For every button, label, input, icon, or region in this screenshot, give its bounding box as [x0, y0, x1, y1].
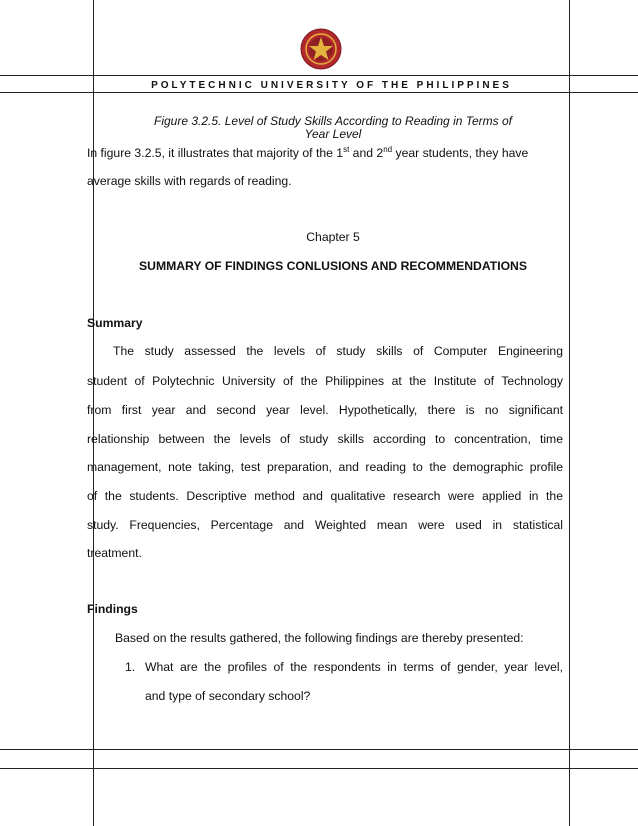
chapter-number: Chapter 5 — [306, 230, 360, 244]
frame-bottom-line — [0, 768, 638, 769]
summary-line: treatment. — [87, 546, 142, 560]
chapter-title: SUMMARY OF FINDINGS CONLUSIONS AND RECOMMENDATIONS — [139, 259, 527, 273]
university-seal-icon — [300, 28, 342, 70]
intro-part1: In figure 3.2.5, it illustrates that majority of the 1 — [87, 146, 344, 160]
frame-header-line — [0, 92, 638, 93]
summary-line: student of Polytechnic University of the Philippines at the Institute of Technology — [87, 374, 563, 388]
intro-line2: average skills with regards of reading. — [87, 174, 292, 188]
finding-item-number: 1. — [125, 660, 136, 674]
intro-part3: year students, they have — [392, 146, 529, 160]
university-name: POLYTECHNIC UNIVERSITY OF THE PHILIPPINES — [151, 80, 512, 91]
intro-line1 — [87, 146, 563, 160]
figure-caption-line1: Figure 3.2.5. Level of Study Skills According to Reading in Terms of — [154, 114, 512, 128]
intro-sup1: st — [343, 144, 350, 154]
figure-caption-line2: Year Level — [304, 127, 362, 141]
summary-line: management, note taking, test preparation, and reading to the demographic profile — [87, 460, 563, 474]
summary-line: relationship between the levels of study skills according to concentration, time — [87, 432, 563, 446]
findings-heading: Findings — [87, 602, 138, 616]
summary-line: of the students. Descriptive method and qualitative research were applied in the — [87, 489, 563, 503]
intro-sup2: nd — [383, 144, 393, 154]
summary-heading: Summary — [87, 316, 143, 330]
summary-line: The study assessed the levels of study skills of Computer Engineering — [113, 344, 563, 358]
finding-item-line2: and type of secondary school? — [145, 689, 311, 703]
finding-item-line1: What are the profiles of the respondents in terms of gender, year level, — [145, 660, 563, 674]
intro-part2: and 2 — [349, 146, 384, 160]
summary-line: from first year and second year level. Hypothetically, there is no significant — [87, 403, 563, 417]
findings-intro: Based on the results gathered, the following findings are thereby presented: — [115, 631, 524, 645]
frame-footer-line — [0, 749, 638, 750]
frame-top-line — [0, 75, 638, 76]
summary-line: study. Frequencies, Percentage and Weighted mean were used in statistical — [87, 518, 563, 532]
